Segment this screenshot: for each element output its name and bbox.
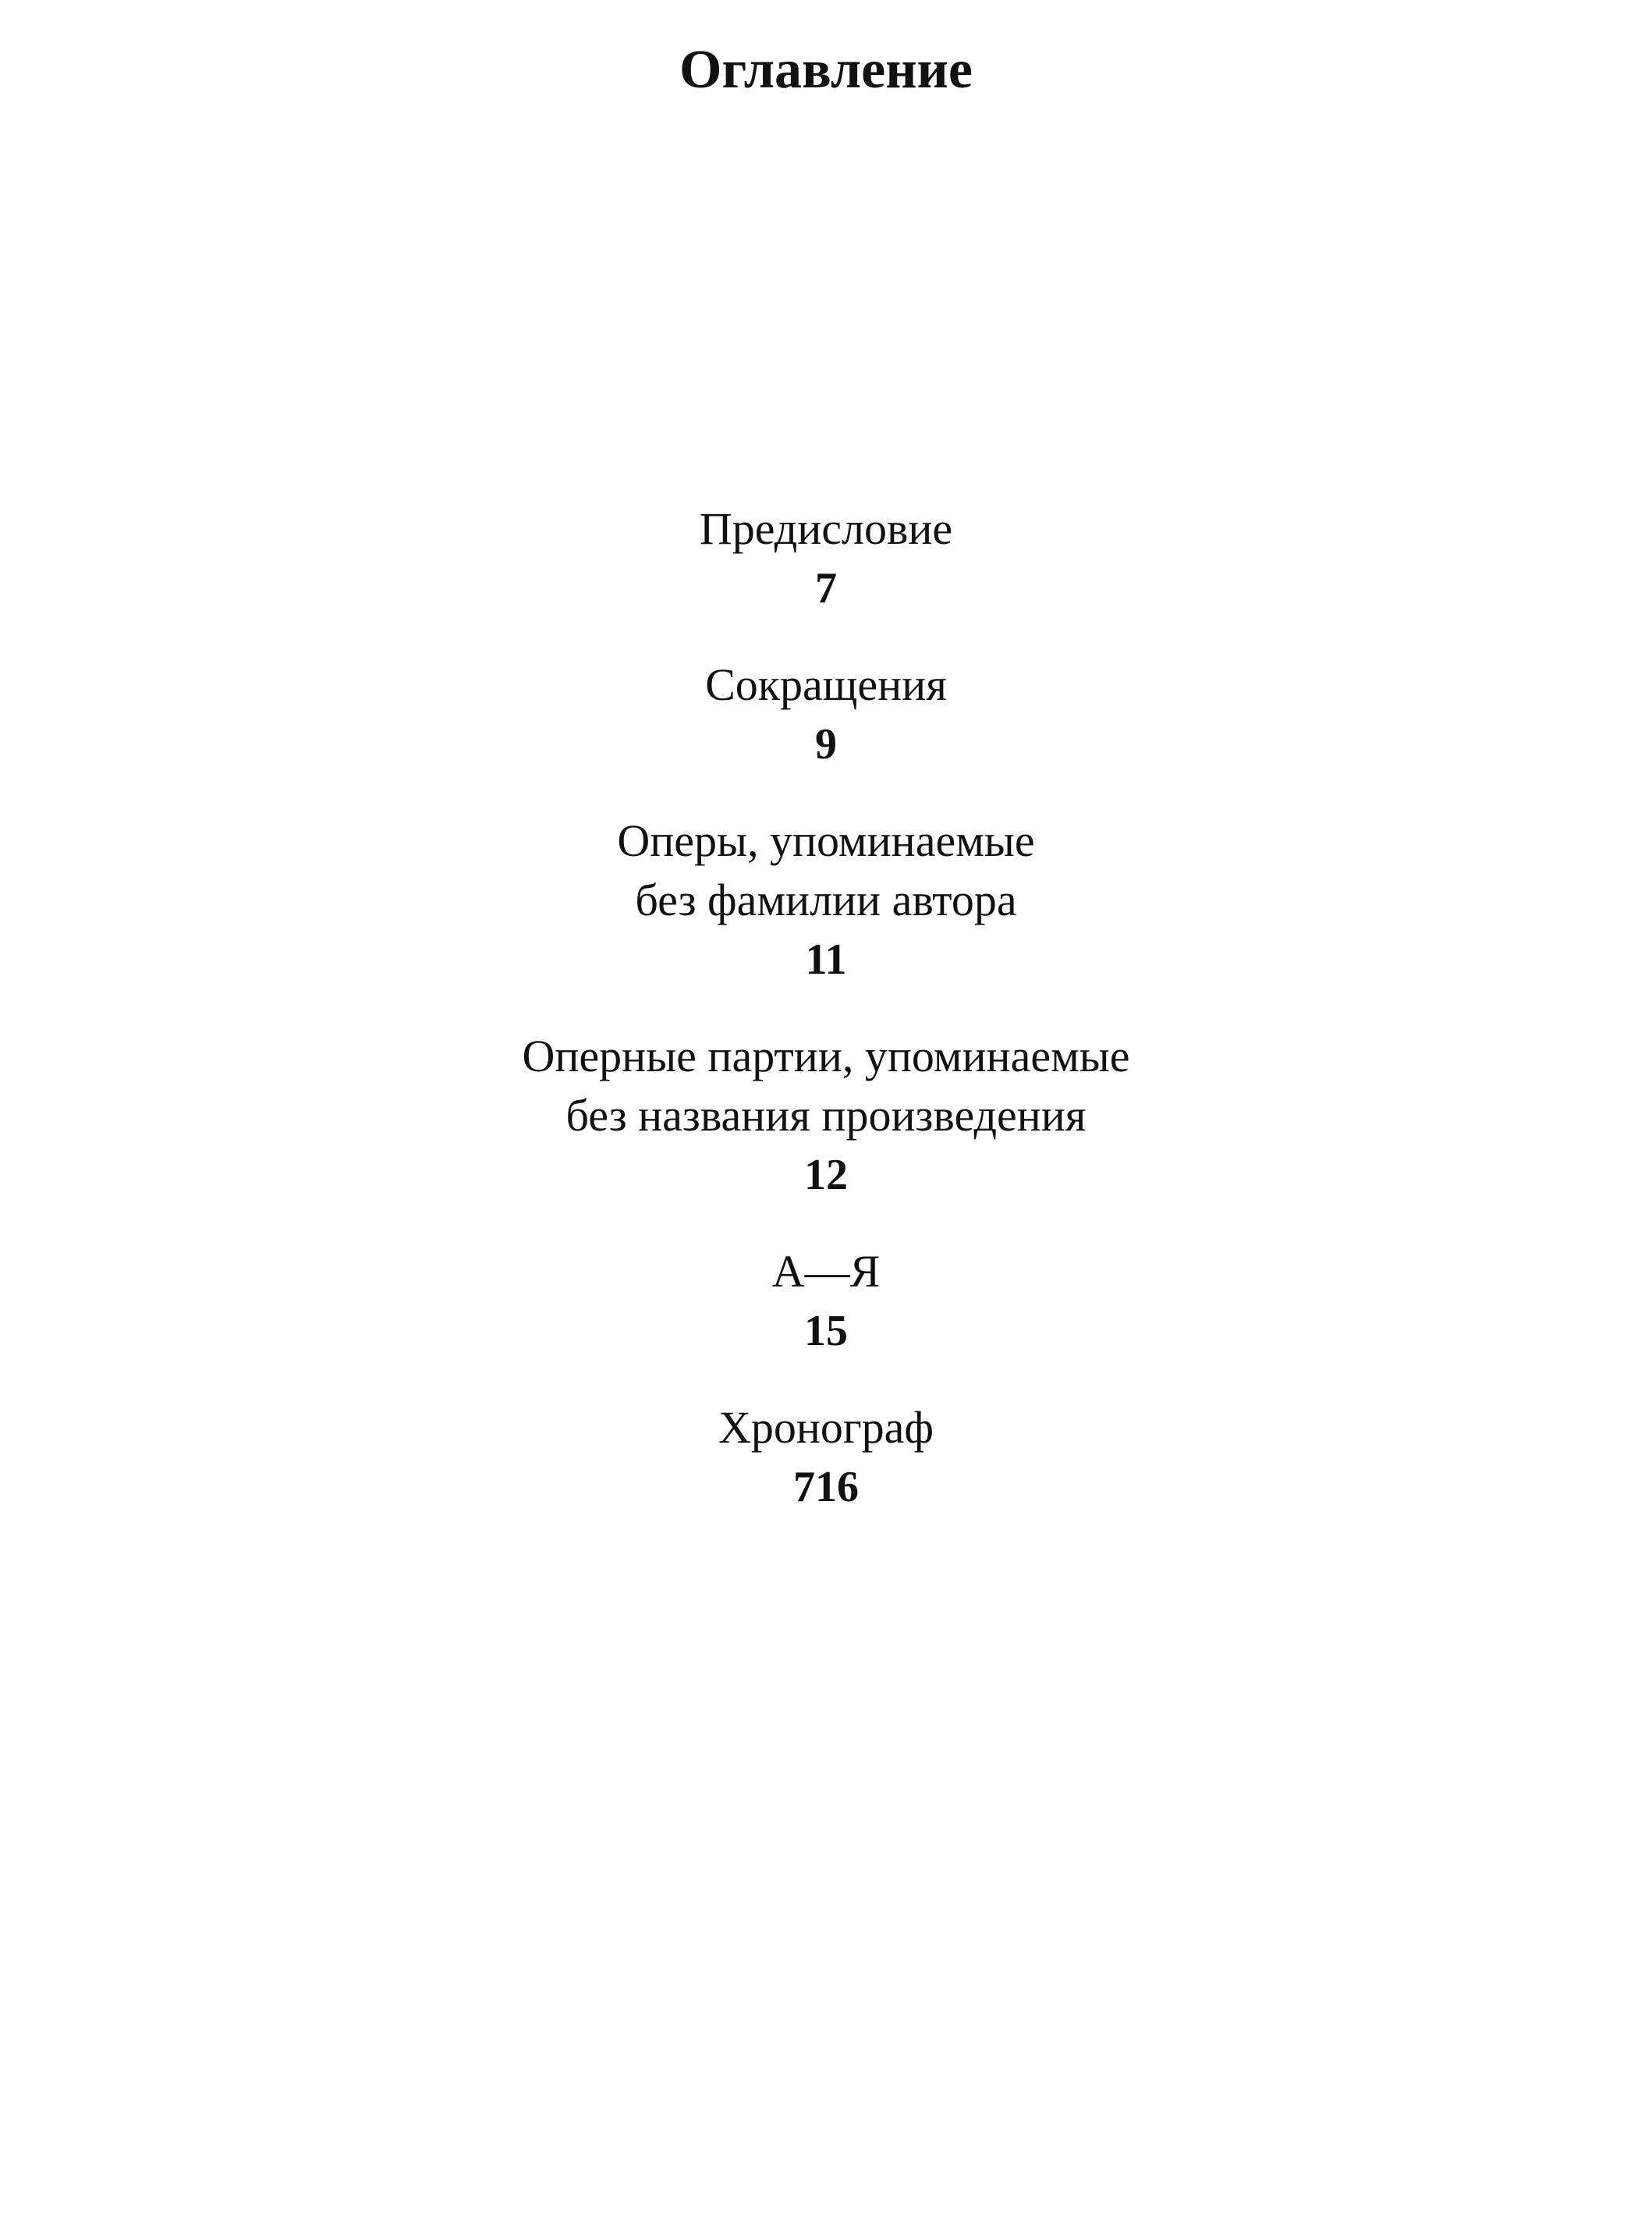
toc-entry-page-number: 716: [793, 1463, 859, 1511]
toc-entry-title-line-2: без названия произведения: [565, 1090, 1087, 1141]
toc-entry-a-ya[interactable]: [0, 1242, 1652, 1361]
page-title: Оглавление: [679, 40, 973, 100]
toc-entry-title-line-1: Оперные партии, упоминаемые: [522, 1031, 1130, 1081]
toc-entry-title: А—Я: [771, 1246, 881, 1297]
toc-entry-page-number: 15: [804, 1307, 848, 1355]
toc-entry-page-number: 9: [815, 720, 837, 769]
toc-entry-abbreviations[interactable]: [0, 655, 1652, 774]
toc-entry-title: Сокращения: [705, 659, 947, 710]
toc-entry-title: Хронограф: [718, 1402, 934, 1453]
toc-entry-opera-roles-without-title[interactable]: [0, 1027, 1652, 1205]
toc-entry-title-line-2: без фамилии автора: [635, 875, 1017, 925]
table-of-contents: [0, 499, 1652, 1554]
toc-entry-title: Предисловие: [699, 503, 953, 554]
toc-entry-preface[interactable]: [0, 499, 1652, 618]
toc-entry-page-number: 11: [805, 935, 847, 984]
toc-entry-operas-without-author[interactable]: [0, 811, 1652, 989]
toc-entry-title-line-1: Оперы, упоминаемые: [617, 815, 1035, 866]
toc-entry-page-number: 7: [815, 564, 837, 612]
toc-entry-chronograph[interactable]: [0, 1398, 1652, 1517]
toc-entry-page-number: 12: [804, 1151, 848, 1199]
